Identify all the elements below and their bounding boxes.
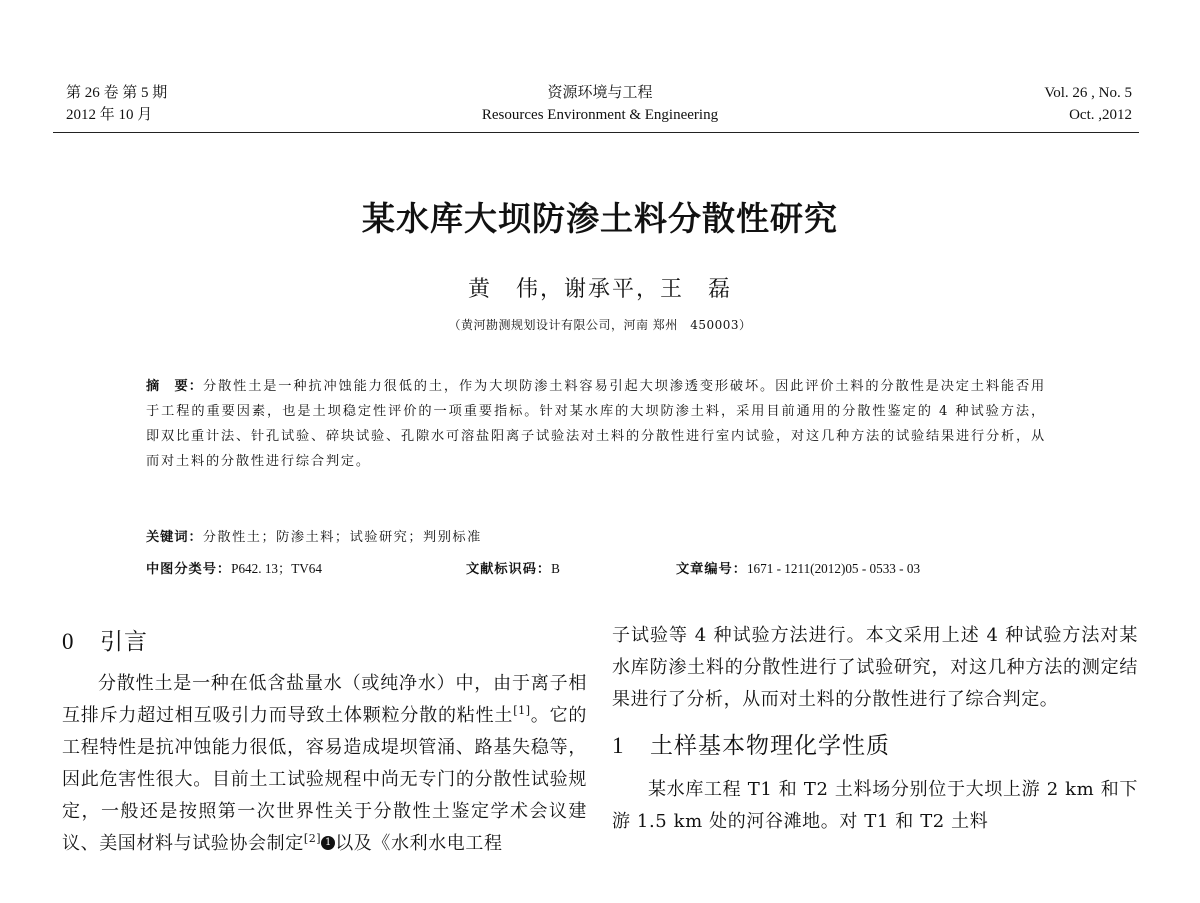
volume-issue-en: Vol. 26 , No. 5 xyxy=(1044,85,1132,101)
header-divider xyxy=(53,132,1139,133)
body-column-right xyxy=(612,620,1138,838)
section-number: 0 xyxy=(62,629,75,654)
section-heading-introduction xyxy=(62,622,587,662)
doc-code-label: 文献标识码： xyxy=(466,562,552,577)
section-title: 土样基本物理化学性质 xyxy=(650,733,890,759)
citation-ref-1[interactable]: [1] xyxy=(513,704,531,717)
classification-row xyxy=(146,558,1066,581)
body-paragraph-continued: 子试验等 4 种试验方法进行。本文采用上述 4 种试验方法对某水库防渗土料的分散性进行了试验研究，对这几种方法的测定结果进行了分析，从而对土料的分散性进行了综合判定。 xyxy=(612,625,1138,710)
abstract xyxy=(146,374,1046,474)
body-paragraph xyxy=(62,668,587,860)
volume-issue-cn: 第 26 卷 第 5 期 xyxy=(66,85,168,101)
journal-name-en: Resources Environment & Engineering xyxy=(481,107,719,123)
section-heading-soil-properties xyxy=(612,726,1138,766)
paragraph-text: 以及《水利水电工程 xyxy=(335,833,503,854)
body-column-left xyxy=(62,622,587,860)
article-authors: 黄 伟，谢承平，王 磊 xyxy=(467,277,732,302)
paragraph-text: 分散性土是一种在低含盐量水（或纯净水）中，由于离子相互排斥力超过相互吸引力而导致土体颗粒分散的粘性土 xyxy=(62,673,587,726)
date-cn: 2012 年 10 月 xyxy=(66,107,153,123)
clc-label: 中图分类号： xyxy=(146,562,232,577)
keywords xyxy=(146,527,1066,549)
journal-name-cn: 资源环境与工程 xyxy=(547,85,653,101)
article-no-label: 文章编号： xyxy=(676,562,747,577)
abstract-label: 摘 要： xyxy=(146,379,204,394)
clc-number xyxy=(146,558,466,581)
document-code xyxy=(466,558,676,581)
footnote-marker[interactable]: 1 xyxy=(321,836,335,850)
article-no-value: 1671 - 1211(2012)05 - 0533 - 03 xyxy=(746,561,921,576)
date-en: Oct. ,2012 xyxy=(1069,107,1132,123)
keywords-label: 关键词： xyxy=(146,530,203,545)
section-title: 引言 xyxy=(100,629,148,655)
journal-name xyxy=(0,82,1200,126)
abstract-text: 分散性土是一种抗冲蚀能力很低的土，作为大坝防渗土料容易引起大坝渗透变形破坏。因此评价土料的分散性是决定土料能否用于工程的重要因素，也是土坝稳定性评价的一项重要指标。针对某水库的大坝防渗土料，采用目前通用的分散性鉴定的 4 种试验方法，即双比重计法、针孔试验、碎块试验、孔隙水可溶盐阳离子试验法对土料的分散性进行室内试验，对这几种方法的试验结果进行分析，从而对土料的分散性进行综合判定。 xyxy=(146,379,1047,469)
paragraph-text: 。它的工程特性是抗冲蚀能力很低，容易造成堤坝管涌、路基失稳等，因此危害性很大。目前土工试验规程中尚无专门的分散性试验规定，一般还是按照第一次世界性关于分散性土鉴定学术会议建议、美国材料与试验协会制定 xyxy=(62,705,587,854)
clc-value: P642. 13；TV64 xyxy=(231,561,322,576)
section-number: 1 xyxy=(612,733,625,758)
author-affiliation: （黄河勘测规划设计有限公司，河南 郑州 450003） xyxy=(448,318,752,332)
journal-volume-issue-en xyxy=(1044,82,1132,126)
body-paragraph: 某水库工程 T1 和 T2 土料场分别位于大坝上游 2 km 和下游 1.5 km 处的河谷滩地。对 T1 和 T2 土料 xyxy=(612,779,1138,832)
keywords-text: 分散性土；防渗土料；试验研究；判别标准 xyxy=(202,530,482,545)
article-title: 某水库大坝防渗土料分散性研究 xyxy=(362,199,838,238)
doc-code-value: B xyxy=(551,561,560,576)
citation-ref-2[interactable]: [2] xyxy=(303,832,322,845)
article-number xyxy=(676,558,920,581)
